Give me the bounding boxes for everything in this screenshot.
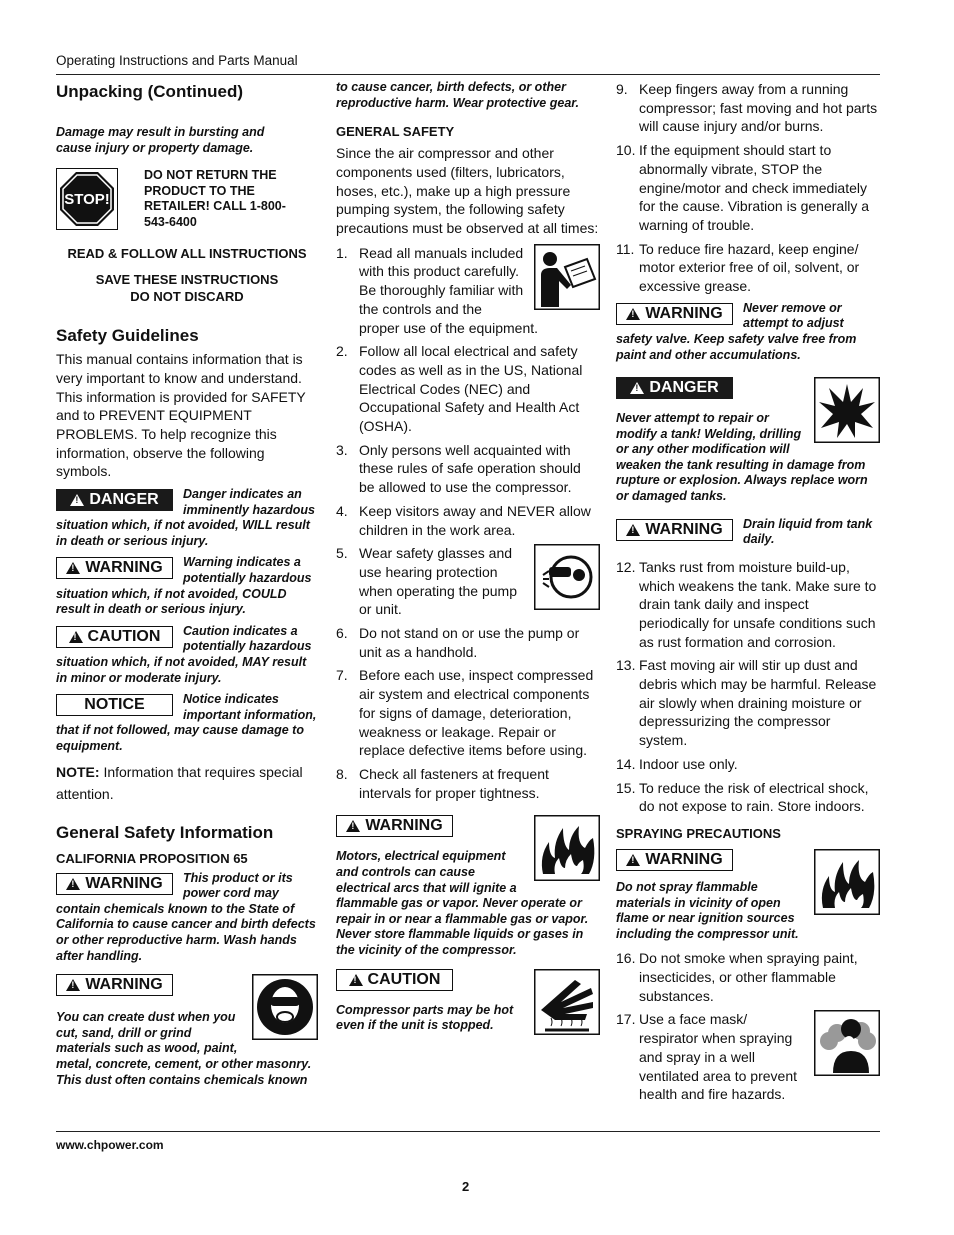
footer-url[interactable]: www.chpower.com	[56, 1138, 164, 1152]
list-item: 3. Only persons well acquainted with these rules of safe operation should be allowed to use the compressor.	[336, 441, 581, 496]
unpacking-heading: Unpacking (Continued)	[56, 82, 243, 101]
prop65-heading: CALIFORNIA PROPOSITION 65	[56, 850, 248, 866]
valve-warning-block: ! WARNING Never remove or attempt to adjust safety valve. Keep safety valve free from paint and other accumulations.	[616, 301, 880, 363]
damage-warning: Damage may result in bursting and cause injury or property damage.	[56, 125, 265, 155]
page-number: 2	[462, 1179, 470, 1194]
tank-danger-block: ! DANGER Never attempt to repair or modify a tank! Welding, drilling or any other modification will weaken the tank resulting in damage from rupture or explosion. Always replace worn or damaged tanks.	[616, 377, 880, 505]
warning-signal: ! WARNING	[56, 974, 173, 996]
header-divider	[56, 74, 880, 75]
general-safety-body: Since the air compressor and other components used (filters, lubricators, hoses, etc.), make up a high pressure pumping system, the following safety precautions must be observed at all times:	[336, 145, 599, 236]
read-follow-text: READ & FOLLOW ALL INSTRUCTIONS	[67, 246, 307, 262]
stop-label: STOP!	[64, 191, 110, 209]
general-safety-heading: GENERAL SAFETY	[336, 124, 455, 140]
list-item: 17. Use a face mask/ respirator when spraying and spray in a well ventilated area to prevent health and fire hazards.	[616, 1010, 880, 1104]
alert-triangle-icon	[626, 854, 640, 866]
safety-list-continued	[616, 80, 880, 296]
warning-signal: ! WARNING	[56, 873, 173, 895]
column-1	[56, 80, 318, 1088]
do-not-discard: DO NOT DISCARD	[130, 289, 244, 305]
alert-triangle-icon	[66, 979, 80, 991]
general-safety-list	[336, 244, 600, 803]
list-item: 4. Keep visitors away and NEVER allow children in the work area.	[336, 502, 591, 538]
safety-list-continued-2	[616, 558, 880, 816]
respirator-spray-icon	[814, 1010, 880, 1076]
fire-icon	[814, 849, 880, 915]
list-item: 11. To reduce fire hazard, keep engine/ motor exterior free of oil, solvent, or excessive grease.	[616, 240, 860, 295]
stop-sign-icon	[56, 168, 118, 230]
spraying-heading: SPRAYING PRECAUTIONS	[616, 826, 781, 841]
general-safety-info-heading: General Safety Information	[56, 822, 274, 842]
drain-warning-block: ! WARNING Drain liquid from tank daily.	[616, 517, 880, 548]
list-item: 1. Read all manuals included with this product carefully. Be thoroughly familiar with the controls and the proper use of the equipment.	[336, 244, 600, 338]
safety-guidelines-body: This manual contains information that is very important to know and understand. This information is provided for SAFETY and to PREVENT EQUIPMENT PROBLEMS. To help recognize this information, observe the following symbols.	[56, 351, 306, 480]
footer-divider	[56, 1131, 880, 1132]
danger-signal: ! DANGER	[616, 377, 733, 399]
alert-triangle-icon	[69, 631, 83, 643]
danger-definition: ! DANGER Danger indicates an imminently hazardous situation which, if not avoided, WILL result in death or serious injury.	[56, 487, 318, 549]
list-item: 7. Before each use, inspect compressed air system and electrical components for signs of damage, deterioration, weakness or leakage. Repair or replace defective items before using.	[336, 667, 594, 759]
dust-warning-block: ! WARNING You can create dust when you cut, sand, drill or grind materials such as wood, paint, metal, concrete, cement, or other masonry. This dust often contains chemicals known	[56, 974, 318, 1088]
header-title: Operating Instructions and Parts Manual	[56, 53, 298, 68]
hot-caution-block: ! CAUTION Compressor parts may be hot even if the unit is stopped.	[336, 969, 600, 1034]
list-item: 12. Tanks rust from moisture build-up, which weakens the tank. Make sure to drain tank daily and inspect periodically for unsafe conditions such as rust formation and corrosion.	[616, 558, 877, 650]
alert-triangle-icon	[66, 878, 80, 890]
warning-signal: ! WARNING	[336, 815, 453, 837]
alert-triangle-icon	[626, 524, 640, 536]
warning-signal: ! WARNING	[56, 557, 173, 579]
alert-triangle-icon	[66, 562, 80, 574]
alert-triangle-icon	[626, 308, 640, 320]
column-3	[616, 80, 880, 1109]
list-item: 6. Do not stand on or use the pump or unit as a handhold.	[336, 625, 580, 660]
caution-signal: ! CAUTION	[56, 626, 173, 648]
list-item: 13. Fast moving air will stir up dust and debris which may be harmful. Release air slowly when draining moisture or depressurizing the compressor system.	[616, 657, 877, 749]
list-item: 14. Indoor use only.	[616, 755, 738, 772]
warning-signal: ! WARNING	[616, 519, 733, 541]
spraying-list	[616, 949, 880, 1104]
stop-text: DO NOT RETURN THE PRODUCT TO THE RETAILER! CALL 1-800-543-6400	[144, 168, 286, 229]
list-item: 9. Keep fingers away from a running compressor; fast moving and hot parts will cause injury and/or burns.	[616, 81, 878, 135]
list-item: 15. To reduce the risk of electrical shock, do not expose to rain. Store indoors.	[616, 779, 869, 815]
alert-triangle-icon	[346, 820, 360, 832]
list-item: 10. If the equipment should start to abnormally vibrate, STOP the engine/motor and check immediately for the cause. Vibration is generally a warning of trouble.	[616, 142, 870, 233]
list-item: 5. Wear safety glasses and use hearing protection when operating the pump or unit.	[336, 544, 600, 619]
warning-definition: ! WARNING Warning indicates a potentially hazardous situation which, if not avoided, COULD result in death or serious injury.	[56, 555, 318, 617]
warning-signal: ! WARNING	[616, 849, 733, 871]
warning-signal: ! WARNING	[616, 303, 733, 325]
alert-triangle-icon	[349, 974, 363, 986]
stop-block	[56, 168, 318, 234]
fire-warning-block: ! WARNING Motors, electrical equipment and controls can cause electrical arcs that will ignite a flammable gas or vapor. Never operate or repair in or near a flammable gas or vapor. Never store flammable liquids or gases in the vicinity of the compressor.	[336, 815, 600, 958]
column-2	[336, 80, 600, 1039]
list-item: 16. Do not smoke when spraying paint, insecticides, or other flammable substances.	[616, 950, 858, 1004]
fire-icon	[534, 815, 600, 881]
safety-guidelines-heading: Safety Guidelines	[56, 326, 199, 346]
notice-definition: NOTICE Notice indicates important information, that if not followed, may cause damage to equipment.	[56, 692, 317, 754]
notice-signal: NOTICE	[56, 694, 173, 716]
safety-glasses-ear-protection-icon	[534, 544, 600, 610]
spray-warning-block: ! WARNING Do not spray flammable materials in vicinity of open flame or near ignition sources including the compressor unit.	[616, 849, 880, 942]
dust-warning-continued: to cause cancer, birth defects, or other reproductive harm. Wear protective gear.	[336, 80, 579, 110]
danger-signal: ! DANGER	[56, 489, 173, 511]
hot-surface-icon	[534, 969, 600, 1035]
caution-signal: ! CAUTION	[336, 969, 453, 991]
explosion-icon	[814, 377, 880, 443]
alert-triangle-icon	[70, 494, 84, 506]
read-manual-icon	[534, 244, 600, 310]
prop65-warning-block: ! WARNING This product or its power cord may contain chemicals known to the State of California to cause cancer and birth defects or other reproductive harm. Wash hands after handling.	[56, 871, 318, 965]
alert-triangle-icon	[630, 382, 644, 394]
note-text: NOTE: Information that requires special attention.	[56, 763, 303, 802]
save-instructions: SAVE THESE INSTRUCTIONS	[95, 272, 279, 288]
respirator-goggles-icon	[252, 974, 318, 1040]
list-item: 8. Check all fasteners at frequent intervals for proper tightness.	[336, 765, 549, 801]
list-item: 2. Follow all local electrical and safety codes as well as in the US, National Electrical Codes (NEC) and Occupational Safety and Health Act (OSHA).	[336, 343, 583, 435]
caution-definition: ! CAUTION Caution indicates a potentially hazardous situation which, if not avoided, MAY result in minor or moderate injury.	[56, 624, 318, 686]
